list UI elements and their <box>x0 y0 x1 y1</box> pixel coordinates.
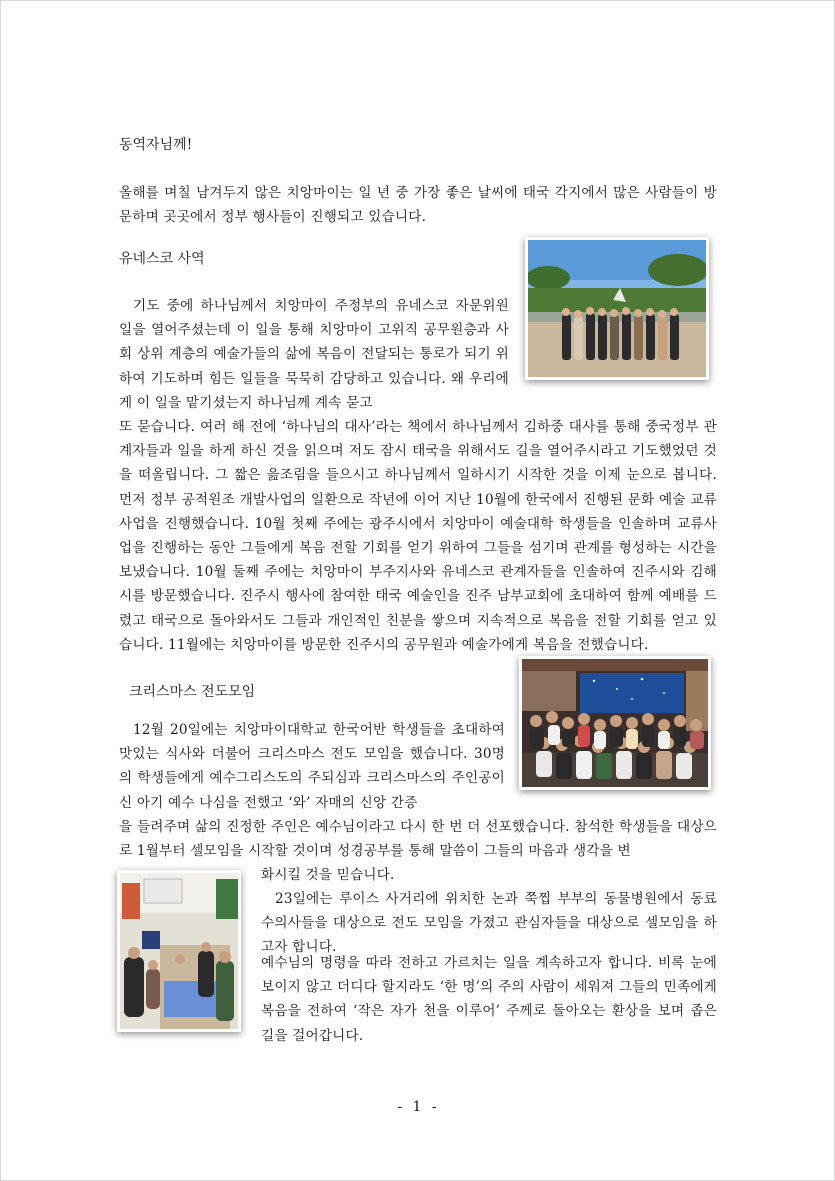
photo-icon <box>528 240 706 377</box>
unesco-paragraph-full: 또 묻습니다. 여러 해 전에 ‘하나님의 대사’라는 책에서 하나님께서 김하중 대사를 통해 중국정부 관계자들과 일을 하게 하신 것을 읽으며 저도 잠시 태국을 위해서도 길을 열어주시라고 기도했었던 것을 떠올립니다. 그 짧은 읊조림을 들으시고 하나님께서 일하시기 시작한 것을 이제 눈으로 봅니다. 먼저 정부 공적원조 개발사업의 일환으로 작년에 이어 지난 10월에 한국에서 진행된 문화 예술 교류사업을 진행했습니다. 10월 첫째 주에는 광주시에서 치앙마이 예술대학 학생들을 인솔하며 교류사업을 진행하는 동안 그들에게 복음 전할 기회를 얻기 위하여 그들을 섬기며 관계를 형성하는 시간을 보냈습니다. 10월 둘째 주에는 치앙마이 부주지사와 유네스코 관계자들을 인솔하여 진주시와 김해시를 방문했습니다. 진주시 행사에 참여한 태국 예술인을 진주 남부교회에 초대하여 함께 예배를 드렸고 태국으로 돌아와서도 그들과 개인적인 친분을 쌓으며 지속적으로 복음을 전할 기회를 얻고 있습니다. 11월에는 치앙마이를 방문한 진주시의 공무원과 예술가에게 복음을 전했습니다. <box>119 419 717 653</box>
photo-icon <box>120 873 238 1029</box>
christmas-group-photo <box>519 656 711 790</box>
section-heading-christmas: 크리스마스 전도모임 <box>129 684 256 700</box>
clinic-paragraph: 23일에는 루이스 사거리에 위치한 논과 쭉찝 부부의 동물병원에서 동료 수의사들을 대상으로 전도 모임을 가졌고 관심자들을 대상으로 셀모임을 하고자 합니다. <box>261 891 717 956</box>
greeting: 동역자님께! <box>119 137 193 153</box>
section-heading-unesco: 유네스코 사역 <box>119 251 205 267</box>
christmas-paragraph-wrapped: 12월 20일에는 치앙마이대학교 한국어반 학생들을 초대하여 맛있는 식사와 더불어 크리스마스 전도 모임을 했습니다. 30명의 학생들에게 예수그리스도의 주되심과 크리스마스의 주인공이신 아기 예수 나심을 전했고 ‘와’ 자매의 신앙 간증 <box>119 722 505 811</box>
christmas-paragraph-full: 을 들려주며 삶의 진정한 주인은 예수님이라고 다시 한 번 더 선포했습니다. 참석한 학생들을 대상으로 1월부터 셀모임을 시작할 것이며 성경공부를 통해 말씀이 그들의 마음과 생각을 변 <box>119 819 717 860</box>
photo-icon <box>522 659 708 787</box>
clinic-meeting-photo <box>117 870 241 1032</box>
closing-paragraph: 예수님의 명령을 따라 전하고 가르치는 일을 계속하고자 합니다. 비록 눈에 보이지 않고 더디다 할지라도 ‘한 명’의 주의 사람이 세워져 그들의 민족에게 복음을 전하여 ‘작은 자가 천을 이루어’ 주께로 돌아오는 환상을 보며 좁은 길을 걸어갑니다. <box>261 955 717 1044</box>
page-number: - 1 - <box>397 1099 440 1115</box>
christmas-paragraph-tail: 화시킬 것을 믿습니다. <box>261 867 395 883</box>
unesco-paragraph-wrapped: 기도 중에 하나님께서 치앙마이 주정부의 유네스코 자문위원 일을 열어주셨는데 이 일을 통해 치앙마이 고위직 공무원층과 사회 상위 계층의 예술가들의 삶에 복음이 전달되는 통로가 되기 위하여 기도하며 힘든 일들을 묵묵히 감당하고 있습니다. 왜 우리에게 이 일을 맡기셨는지 하나님께 계속 묻고 <box>119 298 509 411</box>
unesco-group-photo <box>525 237 709 380</box>
intro-paragraph: 올해를 며칠 남겨두지 않은 치앙마이는 일 년 중 가장 좋은 날씨에 태국 각지에서 많은 사람들이 방문하며 곳곳에서 정부 행사들이 진행되고 있습니다. <box>119 185 717 226</box>
